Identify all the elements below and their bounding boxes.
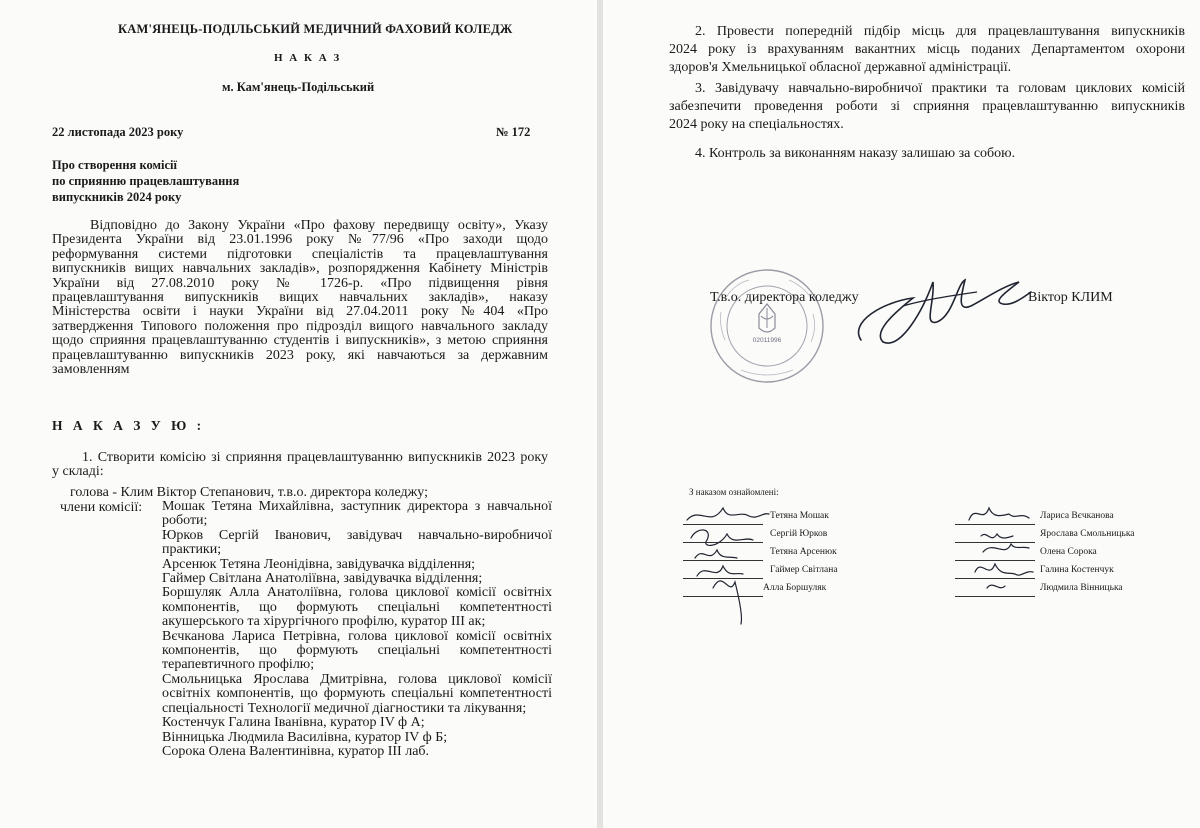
signatory-title: Т.в.о. директора коледжу — [710, 290, 859, 305]
acknowledged-name: Гаймер Світлана — [770, 565, 838, 575]
member-line: Смольницька Ярослава Дмитрівна, голова циклової комісії — [162, 671, 552, 687]
preamble-line: України від 27.08.2010 року № 1726-р. «Про підвищення рівня — [52, 275, 548, 291]
member-line: Юрков Сергій Іванович, завідувач навчально-виробничої — [162, 527, 552, 543]
member-entry — [162, 716, 552, 730]
acknowledged-name: Сергій Юрков — [770, 529, 828, 539]
order-title: Н А К А З — [274, 52, 342, 64]
acknowledged-name: Лариса Вєчканова — [1040, 511, 1114, 521]
subject-line: по сприянню працевлаштування — [52, 174, 240, 188]
member-line: Арсенюк Тетяна Леонідівна, завідувачка відділення; — [162, 556, 476, 572]
document-page-1 — [0, 0, 597, 828]
commission-head: голова - Клим Віктор Степанович, т.в.о. директора коледжу; — [70, 485, 428, 500]
preamble-paragraph — [52, 219, 548, 377]
order-item-2 — [669, 23, 1185, 77]
city-line: м. Кам'янець-Подільський — [222, 80, 375, 94]
item-line: здоров'я Хмельницької обласної державної адміністрації. — [669, 60, 1012, 75]
stamp-code: 02011996 — [752, 337, 782, 344]
item-line: 4. Контроль за виконанням наказу залишаю за собою. — [695, 146, 1016, 161]
document-page-2 — [603, 0, 1200, 828]
item-line: 1. Створити комісію зі сприяння працевлаштуванню випускників 2023 року — [82, 450, 548, 465]
director-signature — [853, 262, 1033, 352]
subject-line: Про створення комісії — [52, 158, 177, 172]
member-line: роботи; — [162, 513, 208, 529]
member-entry — [162, 731, 552, 745]
item-line: 3. Завідувачу навчально-виробничої практики та головам циклових комісій — [695, 81, 1185, 96]
order-date: 22 листопада 2023 року — [52, 125, 184, 139]
staff-signatures-right — [963, 500, 1043, 600]
preamble-line: Президента України від 23.01.1996 року №77/96 «Про заходи щодо — [52, 232, 548, 248]
member-line: акушерського та хірургічного профілю, куратор ІІІ ак; — [162, 614, 486, 630]
order-number: № 172 — [496, 125, 531, 139]
member-line: Боршуляк Алла Анатоліївна, голова циклової комісії освітніх — [162, 585, 552, 601]
acknowledgement-heading: З наказом ознайомлені: — [689, 487, 779, 497]
item-line: 2. Провести попередній підбір місць для працевлаштування випускників — [695, 24, 1185, 39]
order-item-1 — [52, 451, 548, 480]
acknowledged-name: Ярослава Смольницька — [1040, 529, 1135, 539]
member-line: Костенчук Галина Іванівна, куратор IV ф А; — [162, 715, 425, 731]
preamble-line: Відповідно до Закону України «Про фахову передвищу освіту», Указу — [90, 218, 548, 233]
acknowledged-name: Галина Костенчук — [1040, 565, 1114, 575]
preamble-line: працевлаштування випускників вищих навчальних закладів», наказу — [52, 289, 548, 305]
acknowledged-name: Людмила Вінницька — [1040, 583, 1123, 593]
member-line: спеціальності Технології медичної діагностики та лікування; — [162, 700, 527, 716]
preamble-line: щодо сприяння працевлаштуванню студентів і випускників», з метою сприяння — [52, 333, 548, 349]
item-line: 2024 року із врахуванням вакантних місць поданих Департаментом охорони — [669, 42, 1185, 57]
member-line: компонентів, що формують спеціальні компетентності — [162, 599, 552, 615]
member-line: Гаймер Світлана Анатоліївна, завідувачка відділення; — [162, 571, 483, 587]
member-line: Вінницька Людмила Василівна, куратор IV ф Б; — [162, 729, 448, 745]
member-entry — [162, 558, 552, 572]
member-entry — [162, 572, 552, 586]
member-entry — [162, 586, 552, 629]
acknowledged-name: Алла Боршуляк — [763, 583, 827, 593]
acknowledged-name: Тетяна Арсенюк — [770, 547, 837, 557]
member-line: компонентів, що формують спеціальні компетентності — [162, 643, 552, 659]
orders-heading: Н А К А З У Ю : — [52, 418, 205, 433]
preamble-line: затвердження Типового положення про підрозділ вищого навчального закладу — [52, 318, 548, 334]
member-line: терапевтичного профілю; — [162, 657, 315, 673]
member-entry — [162, 529, 552, 558]
preamble-line: замовленням — [52, 361, 130, 377]
member-entry — [162, 673, 552, 716]
member-entry — [162, 745, 552, 759]
member-line: Вєчканова Лариса Петрівна, голова циклової комісії освітніх — [162, 628, 552, 644]
member-line: Сорока Олена Валентинівна, куратор ІІІ лаб. — [162, 743, 430, 759]
signatory-name: Віктор КЛИМ — [1028, 290, 1113, 305]
official-stamp — [707, 266, 827, 386]
item-line: забезпечити проведення роботи зі сприяння працевлаштуванню випускників — [669, 99, 1185, 114]
order-item-3 — [669, 80, 1185, 134]
members-list — [162, 500, 552, 759]
item-line: у складі: — [52, 464, 104, 480]
subject-line: випускників 2024 року — [52, 190, 182, 204]
college-name: КАМ'ЯНЕЦЬ-ПОДІЛЬСЬКИЙ МЕДИЧНИЙ ФАХОВИЙ КОЛЕДЖ — [118, 22, 513, 36]
member-line: Мошак Тетяна Михайлівна, заступник директора з навчальної — [162, 499, 552, 514]
order-subject — [52, 157, 239, 205]
member-line: практики; — [162, 542, 222, 558]
item-line: 2024 року на спеціальностях. — [669, 117, 844, 132]
acknowledged-name: Тетяна Мошак — [770, 511, 829, 521]
preamble-line: працевлаштуванню випускників 2023 року, які навчаються за державним — [52, 347, 548, 363]
member-entry — [162, 500, 552, 529]
staff-signatures-left — [683, 498, 773, 628]
preamble-line: реформування системи підготовки спеціалістів та працевлаштування — [52, 246, 548, 262]
preamble-line: випускників вищих навчальних закладів», розпорядження Кабінету Міністрів — [52, 261, 548, 277]
members-label: члени комісії: — [60, 500, 143, 515]
acknowledged-name: Олена Сорока — [1040, 547, 1097, 557]
order-item-4 — [669, 145, 1185, 163]
member-line: освітніх компонентів, що формують спеціальні компетентності — [162, 686, 552, 702]
member-entry — [162, 630, 552, 673]
preamble-line: Міністерства освіти і науки України від 27.04.2011 року №404 «Про — [52, 304, 548, 320]
